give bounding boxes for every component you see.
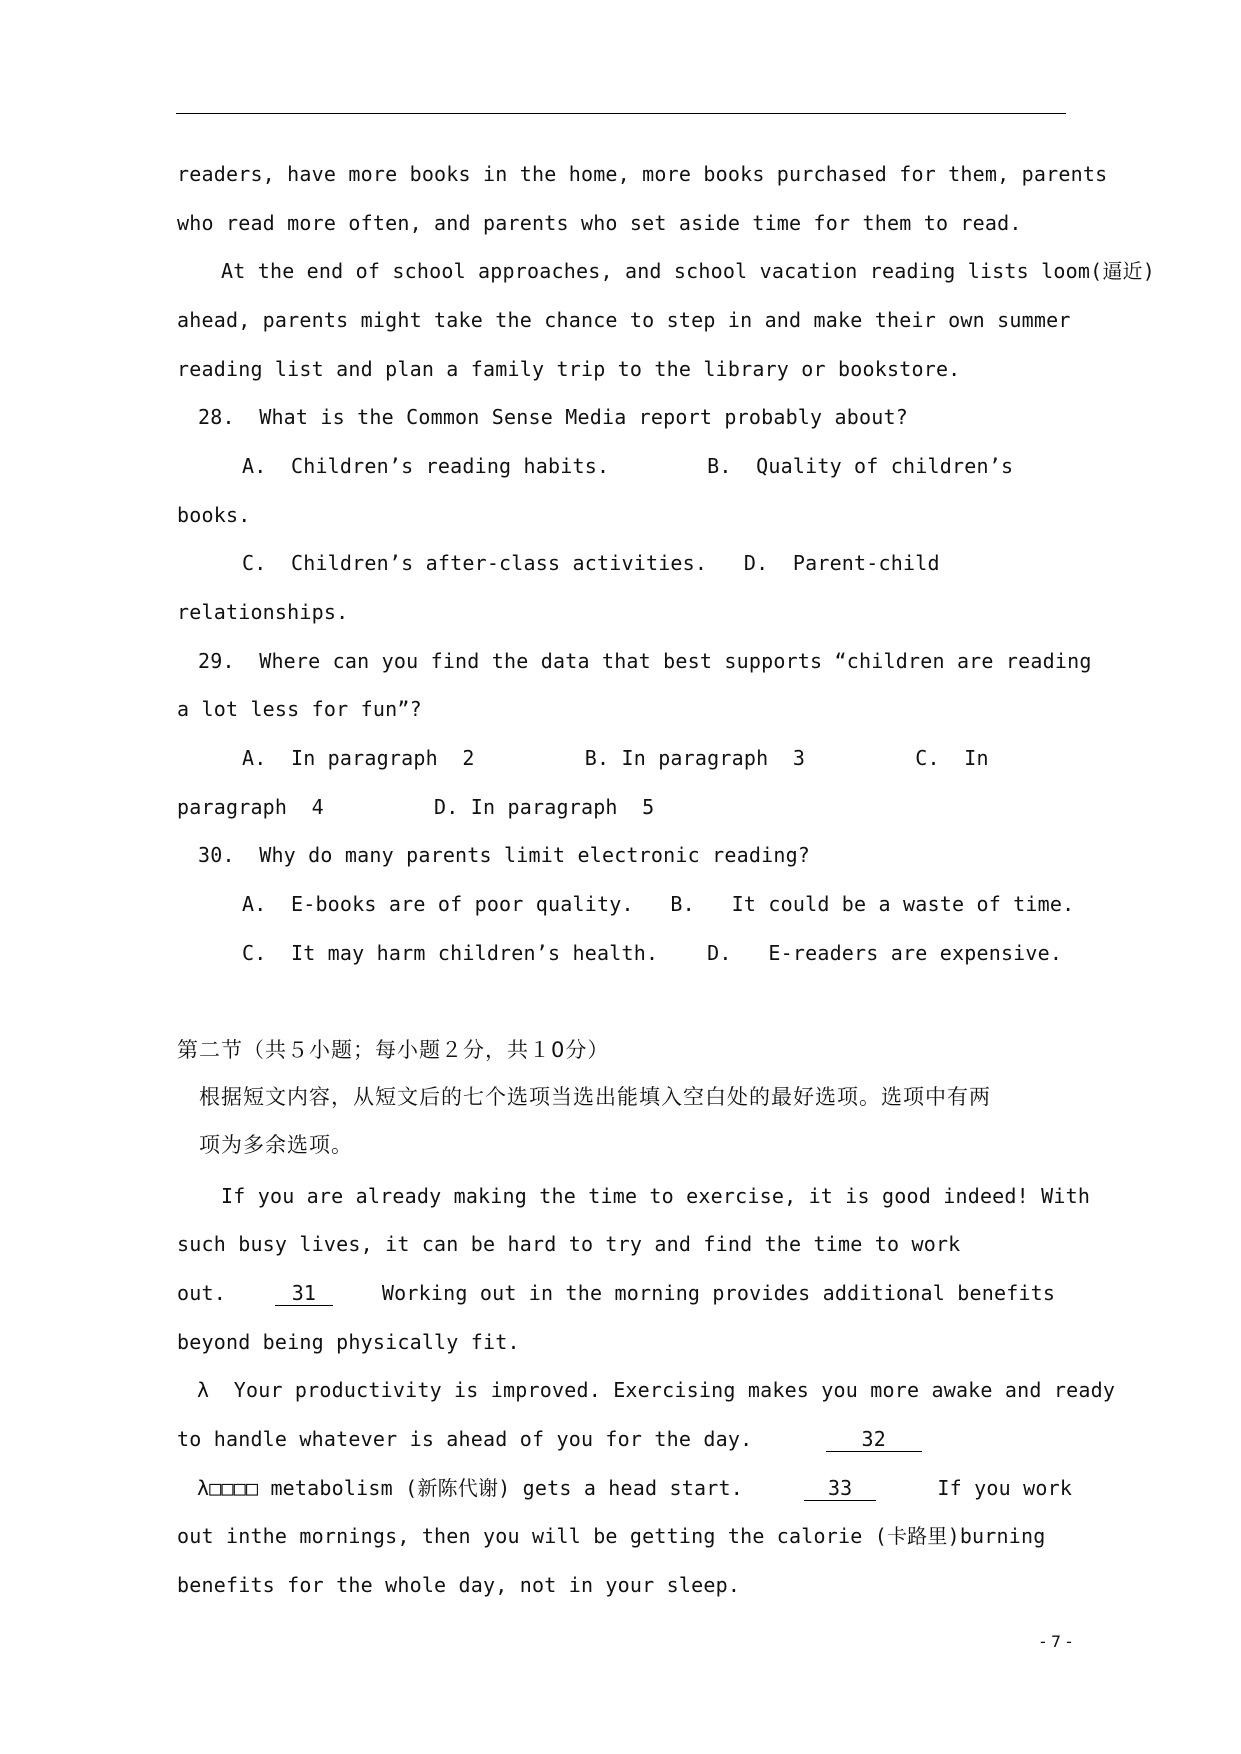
passage2-line: such busy lives, it can be hard to try and find the time to work	[177, 1232, 961, 1256]
section-instruction: 项为多余选项。	[199, 1133, 353, 1157]
question-29-options: A. In paragraph 2 B. In paragraph 3 C. In	[242, 746, 989, 770]
passage2-line: benefits for the whole day, not in your sleep.	[177, 1573, 741, 1597]
passage2-line: If you are already making the time to exercise, it is good indeed! With	[221, 1184, 1091, 1208]
section-instruction: 根据短文内容，从短文后的七个选项当选出能填入空白处的最好选项。选项中有两	[199, 1085, 991, 1109]
question-30-stem: 30. Why do many parents limit electronic reading?	[198, 843, 811, 867]
blank-32: 32	[826, 1427, 922, 1452]
section-heading: 第二节（共５小题；每小题２分，共１0分）	[177, 1038, 610, 1062]
question-30-options: A. E-books are of poor quality. B. It could be a waste of time.	[242, 892, 1075, 916]
page-number: - 7 -	[1040, 1632, 1072, 1651]
passage-line: who read more often, and parents who set aside time for them to read.	[177, 211, 1022, 235]
passage2-line: out inthe mornings, then you will be getting the calorie (卡路里)burning	[177, 1524, 1046, 1548]
blank-33: 33	[804, 1476, 876, 1501]
passage2-line: out. 31 Working out in the morning provides additional benefits	[177, 1281, 1056, 1305]
question-28-stem: 28. What is the Common Sense Media report probably about?	[198, 405, 908, 429]
passage-line: At the end of school approaches, and school vacation reading lists loom(逼近)	[221, 259, 1155, 283]
question-28-options: books.	[177, 503, 251, 527]
question-28-options: A. Children’s reading habits. B. Quality of children’s	[242, 454, 1014, 478]
header-rule	[176, 113, 1066, 114]
question-29-stem: 29. Where can you find the data that best supports “children are reading	[198, 649, 1092, 673]
passage-line: readers, have more books in the home, more books purchased for them, parents	[177, 162, 1108, 186]
question-30-options: C. It may harm children’s health. D. E-readers are expensive.	[242, 941, 1063, 965]
question-29-stem: a lot less for fun”?	[177, 697, 422, 721]
passage2-line: beyond being physically fit.	[177, 1330, 520, 1354]
passage2-line: to handle whatever is ahead of you for the day. 32	[177, 1427, 922, 1452]
passage2-line: λ□□□□ metabolism (新陈代谢) gets a head start. 33 If you work	[197, 1476, 1073, 1500]
passage-line: ahead, parents might take the chance to step in and make their own summer	[177, 308, 1071, 332]
question-28-options: relationships.	[177, 600, 349, 624]
question-28-options: C. Children’s after-class activities. D. Parent-child	[242, 551, 940, 575]
passage-line: reading list and plan a family trip to the library or bookstore.	[177, 357, 961, 381]
blank-31: 31	[275, 1281, 333, 1306]
passage2-line: λ Your productivity is improved. Exercising makes you more awake and ready	[197, 1378, 1116, 1402]
question-29-options: paragraph 4 D. In paragraph 5	[177, 795, 655, 819]
